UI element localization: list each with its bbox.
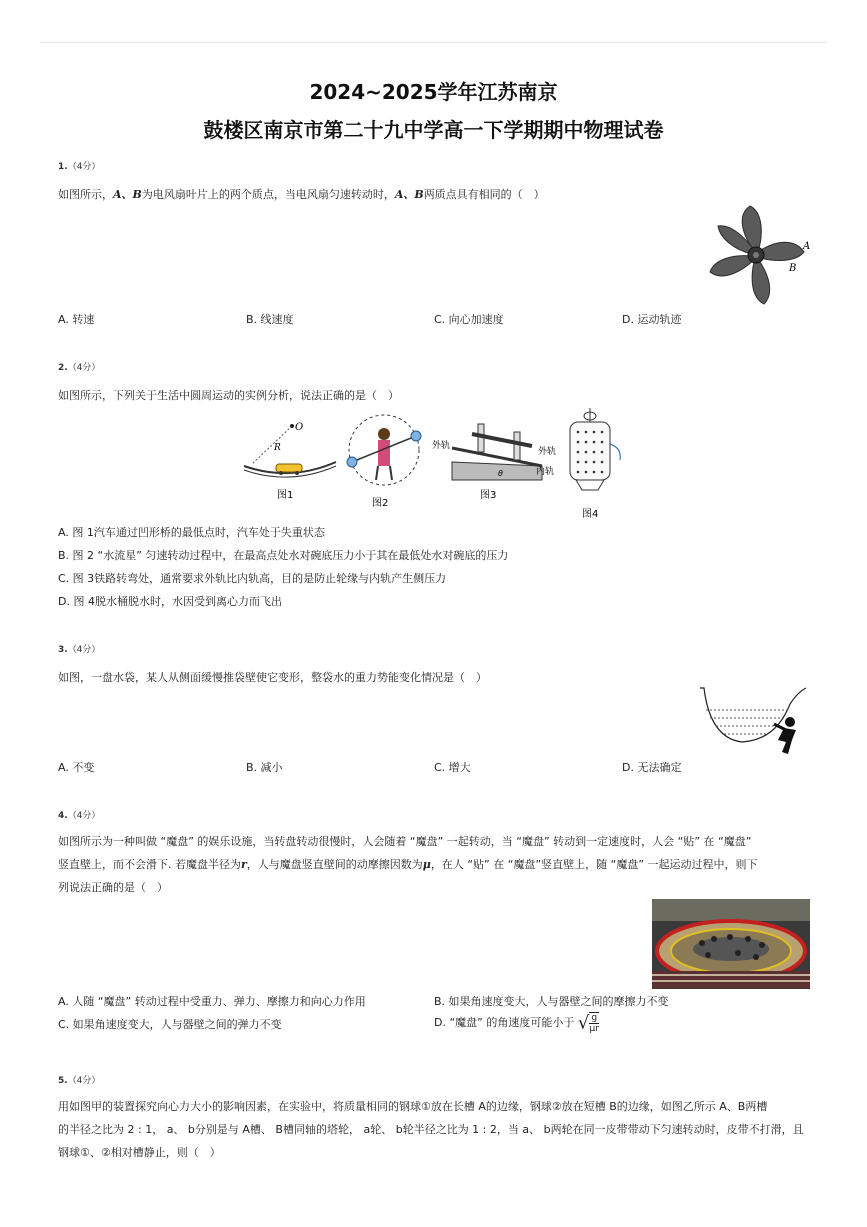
question-2-option-c[interactable]: C. 图 3铁路转弯处，通常要求外轨比内轨高，目的是防止轮缘与内轨产生侧压力 <box>58 572 447 585</box>
figure-2-label: 图2 <box>372 498 389 509</box>
magic-disk-photo <box>652 899 810 989</box>
figure-4-spin-dryer <box>570 408 620 520</box>
question-3-option-c[interactable]: C. 增大 <box>434 761 471 774</box>
question-3-option-b[interactable]: B. 减小 <box>246 761 283 774</box>
page-title-line-1: 2024~2025学年江苏南京 <box>309 80 558 104</box>
question-4-header: 4.（4分） <box>58 811 101 821</box>
question-4-option-a[interactable]: A. 人随 “魔盘” 转动过程中受重力、弹力、摩擦力和向心力作用 <box>58 995 366 1008</box>
figure-1-concave-bridge <box>244 422 336 501</box>
question-2-header: 2.（4分） <box>58 363 101 373</box>
point-b-label: B <box>789 263 797 274</box>
circular-motion-figures <box>242 404 624 522</box>
question-1-option-c[interactable]: C. 向心加速度 <box>434 313 504 326</box>
question-1-header: 1.（4分） <box>58 162 101 172</box>
svg-text:内轨: 内轨 <box>536 467 555 477</box>
water-bag-figure <box>698 684 810 756</box>
question-1-option-b[interactable]: B. 线速度 <box>246 313 294 326</box>
figure-1-label: 图1 <box>277 490 294 501</box>
question-3-header: 3.（4分） <box>58 645 101 655</box>
question-1-option-a[interactable]: A. 转速 <box>58 313 95 326</box>
question-2-stem: 如图所示，下列关于生活中圆周运动的实例分析，说法正确的是（ ） <box>58 389 399 402</box>
question-1-stem: 如图所示，A、B为电风扇叶片上的两个质点，当电风扇匀速转动时，A、B两质点具有相同的（ ） <box>58 188 545 201</box>
question-1-option-d[interactable]: D. 运动轨迹 <box>622 313 682 326</box>
question-3-option-a[interactable]: A. 不变 <box>58 761 95 774</box>
question-4-option-b[interactable]: B. 如果角速度变大，人与器壁之间的摩擦力不变 <box>434 995 669 1008</box>
question-3-option-d[interactable]: D. 无法确定 <box>622 761 682 774</box>
page-title-line-2: 鼓楼区南京市第二十九中学高一下学期期中物理试卷 <box>203 118 664 142</box>
svg-text:外轨: 外轨 <box>538 447 557 457</box>
question-3-stem: 如图，一盘水袋，某人从侧面缓慢推袋壁使它变形，整袋水的重力势能变化情况是（ ） <box>58 671 487 684</box>
question-4-option-d[interactable]: D. “魔盘” 的角速度可能小于 √ $\frac{g}{\mu r}$ <box>434 1012 599 1034</box>
point-a-label: A <box>803 241 811 252</box>
svg-text:θ: θ <box>498 469 503 478</box>
svg-text:外轨: 外轨 <box>432 441 451 451</box>
figure-3-label: 图3 <box>480 490 497 501</box>
figure-2-water-meteor <box>347 415 421 509</box>
svg-text:R: R <box>274 443 281 453</box>
question-2-option-a[interactable]: A. 图 1汽车通过凹形桥的最低点时，汽车处于失重状态 <box>58 526 325 539</box>
top-divider <box>40 42 827 43</box>
svg-text:O: O <box>295 422 304 433</box>
question-4-stem: 如图所示为一种叫做 “魔盘” 的娱乐设施，当转盘转动很慢时，人会随着 “魔盘” 一起转动，当 “魔盘” 转动到一定速度时，人会 “贴” 在 “魔盘” 竖直壁上，而不会滑下. 若魔盘半径为r，人与魔盘竖直壁间的动摩擦因数为μ，在人 “贴” 在 “魔盘”竖直壁上，随 “魔盘” 一起运动过程中，则下 列说法正确的是（ ） <box>58 835 758 894</box>
question-5-header: 5.（4分） <box>58 1076 101 1086</box>
figure-3-railway-curve <box>432 424 556 501</box>
fan-figure <box>700 202 815 308</box>
question-2-option-b[interactable]: B. 图 2 “水流星” 匀速转动过程中，在最高点处水对碗底压力小于其在最低处水对碗底的压力 <box>58 549 509 562</box>
question-2-option-d[interactable]: D. 图 4脱水桶脱水时，水因受到离心力而飞出 <box>58 595 282 608</box>
question-5-stem: 用如图甲的装置探究向心力大小的影响因素，在实验中，将质量相同的钢球①放在长槽 A的边缘，钢球②放在短槽 B的边缘，如图乙所示 A、B两槽 的半径之比为 2 : 1， a、 b分别是与 A槽、 B槽同轴的塔轮， a轮、 b轮半径之比为 1 : 2，当 a、 b两轮在同一皮带带动下匀速转动时，皮带不打滑，且 钢球①、②相对槽静止，则（ ） <box>58 1100 804 1159</box>
figure-4-label: 图4 <box>582 509 599 520</box>
question-4-option-c[interactable]: C. 如果角速度变大，人与器壁之间的弹力不变 <box>58 1018 282 1031</box>
